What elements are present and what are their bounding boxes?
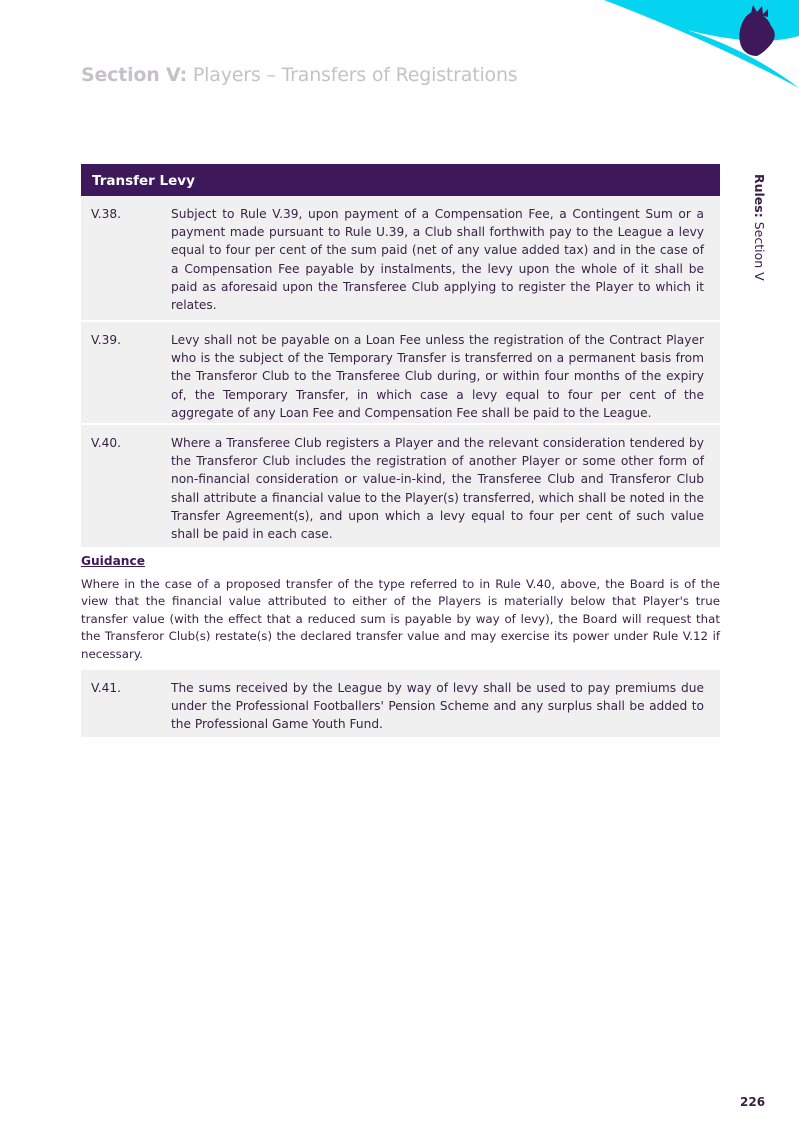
rule-number: V.41. (91, 681, 122, 695)
page-number: 226 (740, 1095, 766, 1109)
rule-number: V.38. (91, 207, 122, 221)
rule-text: Where a Transferee Club registers a Player and the relevant consideration tendered by the Transferor Club includes the registration of another Player or some other form of non-financial consideration or value-in-kind, the Transferee Club and Transferor Club shall attribute a financial value to the Player(s) transferred, which shall be noted in the Transfer Agreement(s), and upon which a levy equal to four per cent of such value shall be paid in each case. (171, 436, 704, 542)
guidance-heading: Guidance (81, 554, 145, 568)
rule-row-v38 (81, 196, 720, 320)
page-title: Section V: Players – Transfers of Registrations (81, 64, 518, 86)
rule-text: The sums received by the League by way of levy shall be used to pay premiums due under the Professional Footballers' Pension Scheme and any surplus shall be added to the Professional Game Youth Fund. (171, 681, 704, 732)
rule-text: Subject to Rule V.39, upon payment of a Compensation Fee, a Contingent Sum or a payment made pursuant to Rule U.39, a Club shall forthwith pay to the League a levy equal to four per cent of the sum paid (net of any value added tax) and in the case of a Compensation Fee payable by instalments, the levy upon the whole of it shall be paid as aforesaid upon the Transferee Club applying to register the Player to which it relates. (171, 207, 704, 313)
rule-row-v40 (81, 425, 720, 547)
rule-text: Levy shall not be payable on a Loan Fee unless the registration of the Contract Player who is the subject of the Temporary Transfer is transferred on a permanent basis from the Transferor Club to the Transferee Club during, or within four months of the expiry of, the Temporary Transfer, in which case a levy equal to four per cent of the aggregate of any Loan Fee and Compensation Fee shall be paid to the League. (171, 333, 704, 420)
guidance-body: Where in the case of a proposed transfer of the type referred to in Rule V.40, above, the Board is of the view that the financial value attributed to either of the Players is materially below that Player's true transfer value (with the effect that a reduced sum is payable by way of levy), the Board will request that the Transferor Club(s) restate(s) the declared transfer value and may exercise its power under Rule V.12 if necessary. (81, 577, 720, 661)
side-section-label: Rules: Section V (752, 174, 767, 281)
rule-row-v41 (81, 670, 720, 737)
rule-row-v39 (81, 322, 720, 423)
transfer-levy-header: Transfer Levy (81, 164, 720, 196)
rule-number: V.39. (91, 333, 122, 347)
corner-decoration (559, 0, 799, 95)
rule-number: V.40. (91, 436, 122, 450)
